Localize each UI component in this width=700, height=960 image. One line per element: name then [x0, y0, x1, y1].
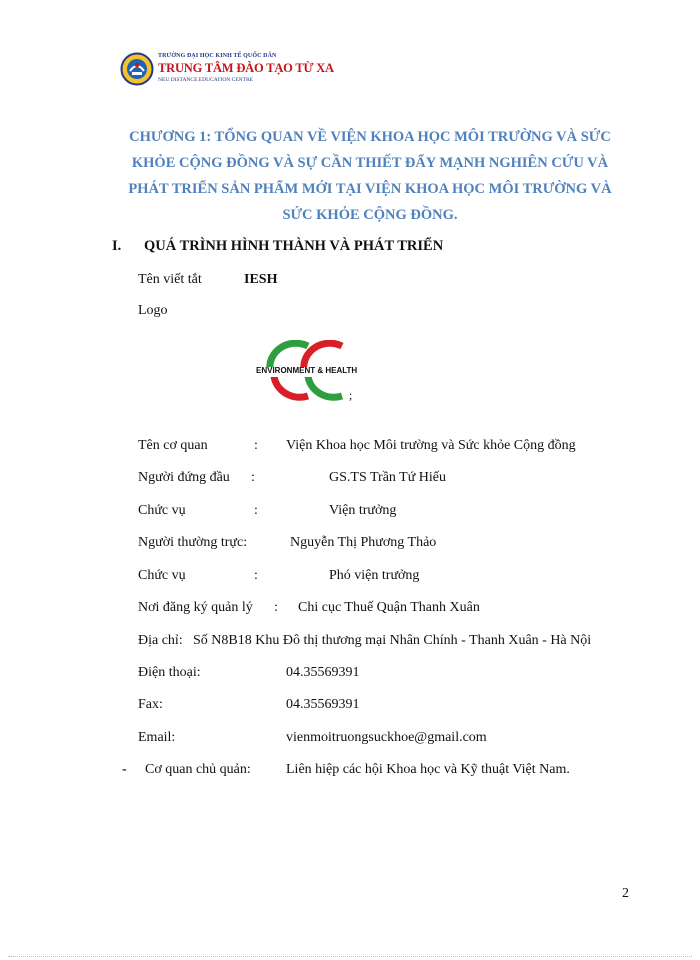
- org-name-label: Tên cơ quan: [138, 438, 208, 453]
- center-english-name: NEU DISTANCE EDUCATION CENTRE: [158, 77, 254, 83]
- head-value: GS.TS Trần Tứ Hiếu: [329, 470, 447, 485]
- school-name: TRƯỜNG ĐẠI HỌC KINH TẾ QUỐC DÂN: [158, 53, 277, 59]
- fax-label: Fax:: [138, 697, 163, 712]
- section-heading: [112, 238, 443, 255]
- chapter-title: [120, 124, 620, 228]
- email-value: vienmoitruongsuckhoe@gmail.com: [286, 730, 487, 745]
- head-title-value: Viện trưởng: [329, 503, 397, 518]
- governing-bullet: -: [122, 762, 127, 777]
- standing-title-colon: :: [254, 568, 258, 583]
- head-title-colon: :: [254, 503, 258, 518]
- chapter-title-line: CHƯƠNG 1: TỔNG QUAN VỀ VIỆN KHOA HỌC MÔI TRƯỜNG VÀ SỨC: [129, 129, 611, 145]
- section-number: I.: [112, 238, 122, 254]
- chapter-title-line: PHÁT TRIỂN SẢN PHẨM MỚI TẠI VIỆN KHOA HỌC MÔI TRƯỜNG VÀ: [128, 181, 612, 197]
- fax-value: 04.35569391: [286, 697, 360, 712]
- logo-text: ENVIRONMENT & HEALTH: [256, 366, 358, 375]
- registration-colon: :: [274, 600, 278, 615]
- logo-trailing: ;: [349, 388, 353, 402]
- address-label: Địa chỉ:: [138, 633, 183, 648]
- governing-label: Cơ quan chủ quản:: [145, 762, 251, 777]
- section-title: QUÁ TRÌNH HÌNH THÀNH VÀ PHÁT TRIỂN: [144, 238, 444, 254]
- head-title-label: Chức vụ: [138, 503, 186, 518]
- standing-title-value: Phó viện trưởng: [329, 568, 420, 583]
- center-name: TRUNG TÂM ĐÀO TẠO TỪ XA: [158, 61, 334, 75]
- address-value: Số N8B18 Khu Đô thị thương mại Nhân Chính - Thanh Xuân - Hà Nội: [193, 633, 592, 648]
- standing-label: Người thường trực:: [138, 535, 248, 550]
- page-number: 2: [622, 886, 629, 901]
- standing-title-label: Chức vụ: [138, 568, 186, 583]
- logo-label: Logo: [138, 303, 168, 318]
- email-label: Email:: [138, 730, 176, 745]
- org-name-value: Viện Khoa học Môi trường và Sức khỏe Cộng đồng: [286, 438, 576, 453]
- standing-value: Nguyễn Thị Phương Thảo: [290, 535, 437, 550]
- page-bottom-divider: [8, 956, 692, 957]
- head-label: Người đứng đầu: [138, 470, 230, 485]
- governing-value: Liên hiệp các hội Khoa học và Kỹ thuật Việt Nam.: [286, 762, 570, 777]
- university-emblem-icon: [120, 52, 154, 86]
- registration-label: Nơi đăng ký quản lý: [138, 600, 253, 615]
- chapter-title-line: SỨC KHỎE CỘNG ĐỒNG.: [282, 207, 458, 223]
- phone-label: Điện thoại:: [138, 665, 201, 680]
- header-logo: [120, 52, 334, 88]
- chapter-title-line: KHỎE CỘNG ĐỒNG VÀ SỰ CẦN THIẾT ĐẨY MẠNH NGHIÊN CỨU VÀ: [131, 155, 609, 171]
- abbrev-value: IESH: [244, 272, 278, 287]
- head-colon: :: [251, 470, 255, 485]
- abbrev-label: Tên viết tắt: [138, 272, 202, 287]
- org-name-colon: :: [254, 438, 258, 453]
- registration-value: Chi cục Thuế Quận Thanh Xuân: [298, 600, 480, 615]
- phone-value: 04.35569391: [286, 665, 360, 680]
